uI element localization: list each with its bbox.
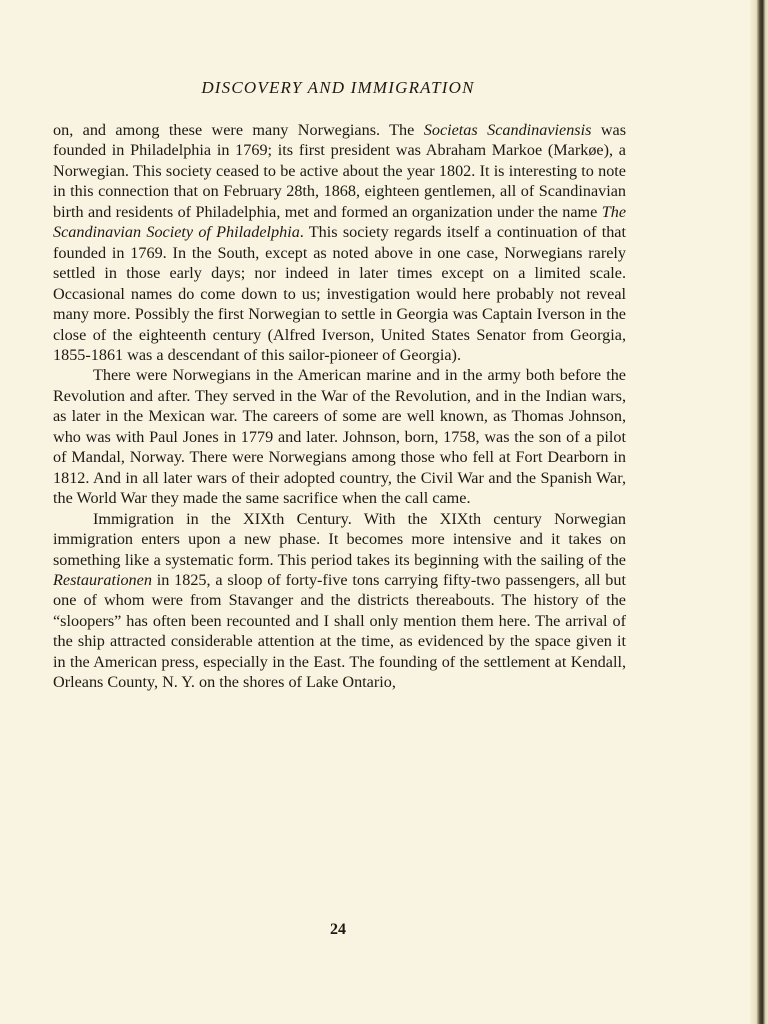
p1-italic-society: Societas Scandinaviensis bbox=[423, 121, 592, 139]
paragraph-3 bbox=[53, 509, 626, 693]
p1-text-c: was founded in Philadelphia in 1769; its first president was Abraham Markoe (Markøe), a Norwegian. This society ceased to be active about the year 1802. It is interesting to note in this connection that on February 28th, 1868, eighteen gentlemen, all of Scandinavian birth and residents of Philadelphia, met and formed an organization under the name bbox=[53, 121, 626, 221]
p3-text-a: Immigration in the XIXth Century. With the XIXth century Norwegian immigration enters upon a new phase. It becomes more intensive and it takes on something like a systematic form. This period takes its beginning with the sailing of the bbox=[53, 509, 626, 569]
page-edge-binding bbox=[750, 0, 768, 1024]
body-text bbox=[53, 120, 626, 693]
paragraph-2: There were Norwegians in the American marine and in the army both before the Revolution and after. They served in the War of the Revolution, and in the Indian wars, as later in the Mexican war. The careers of some are well known, as Thomas Johnson, who was with Paul Jones in 1779 and later. Johnson, born, 1758, was the son of a pilot of Mandal, Norway. There were Norwegians among those who fell at Fort Dearborn in 1812. And in all later wars of their adopted country, the Civil War and the Spanish War, the World War they made the same sacrifice when the call came. bbox=[53, 366, 626, 508]
p3-text-c: in 1825, a sloop of forty-five tons carrying fifty-two passengers, all but one of whom were from Stavanger and the districts thereabouts. The history of the “sloopers” has often been recounted and I shall only mention them here. The arrival of the ship attracted considerable attention at the time, as evidenced by the space given it in the American press, especially in the East. The founding of the settlement at Kendall, Orleans County, N. Y. on the shores of Lake Ontario, bbox=[53, 570, 626, 692]
p1-text-a: on, and among these were many Norwegians. The bbox=[53, 121, 424, 139]
running-title: DISCOVERY AND IMMIGRATION bbox=[201, 78, 475, 97]
p1-italic-society-name: The Scandinavian Society of Philadelphia bbox=[53, 202, 626, 242]
page-number: 24 bbox=[330, 921, 346, 938]
paragraph-1 bbox=[53, 120, 626, 365]
p1-text-e: . This society regards itself a continuation of that founded in 1769. In the South, except as noted above in one case, Norwegians rarely settled in those early days; nor indeed in later times except on a limited scale. Occasional names do come down to us; investigation would here probably not reveal many more. Possibly the first Norwegian to settle in Georgia was Captain Iverson in the close of the eighteenth century (Alfred Iverson, United States Senator from Georgia, 1855-1861 was a descendant of this sailor-pioneer of Georgia). bbox=[53, 223, 626, 364]
p3-italic-ship: Restaurationen bbox=[53, 570, 152, 589]
